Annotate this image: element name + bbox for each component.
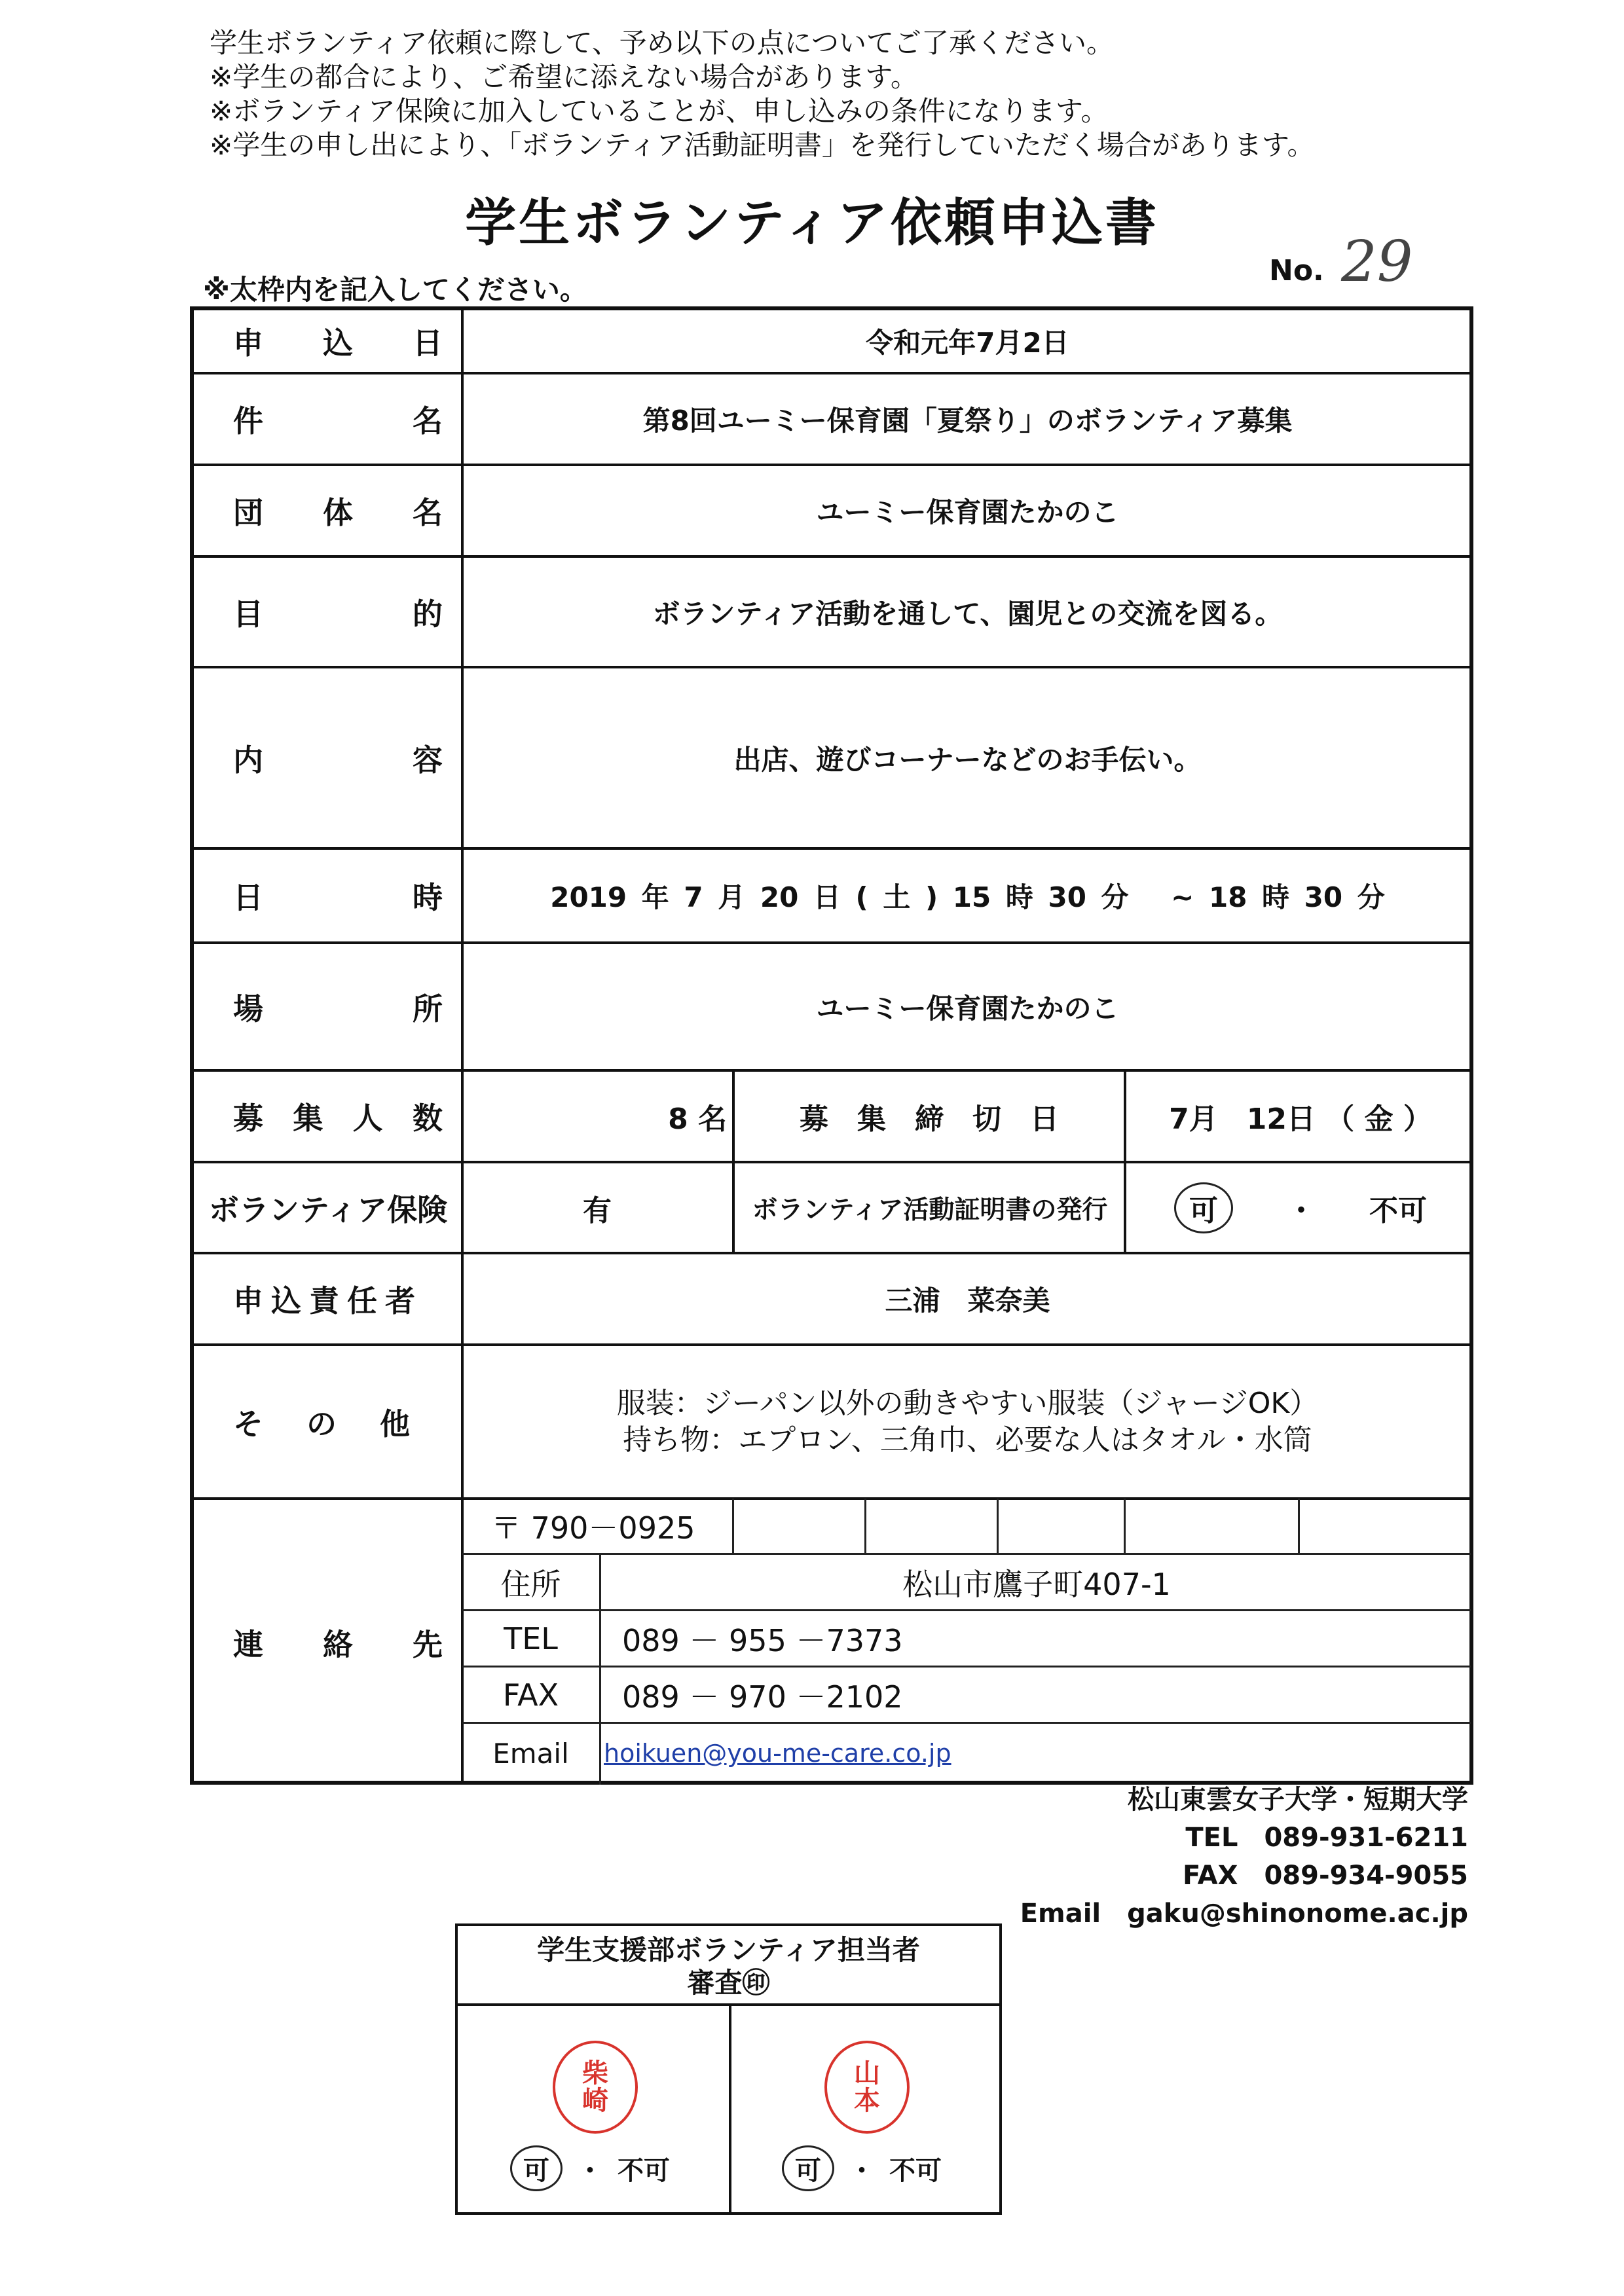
content-value: 出店、遊びコーナーなどのお手伝い。 bbox=[733, 743, 1202, 776]
contact-divider bbox=[462, 1609, 1471, 1611]
postal-box-divider bbox=[1298, 1499, 1300, 1554]
seal-stamp: 柴 崎 bbox=[553, 2041, 638, 2134]
review-ok-circled: 可 bbox=[510, 2145, 563, 2191]
postal-code: 〒 790－0925 bbox=[491, 1510, 695, 1546]
column-divider bbox=[1124, 1069, 1126, 1252]
certificate-ng: 不可 bbox=[1369, 1194, 1427, 1228]
form-title: 学生ボランティア依頼申込書 bbox=[465, 194, 1159, 253]
note-line: 学生ボランティア依頼に際して、予め以下の点についてご了承ください。 bbox=[210, 27, 1114, 59]
label-application-date: 申 込 日 bbox=[233, 325, 443, 361]
label-subject: 件 名 bbox=[233, 403, 443, 439]
label-contact: 連 絡 先 bbox=[233, 1626, 443, 1662]
tel-value: 089 － 955 －7373 bbox=[622, 1622, 903, 1658]
review-divider bbox=[729, 2005, 731, 2215]
seal-stamp: 山 本 bbox=[824, 2041, 910, 2134]
recruit-count: 8 名 bbox=[668, 1102, 727, 1136]
review-result-2: 可 ・ 不可 bbox=[782, 2145, 942, 2191]
notes bbox=[210, 26, 1314, 162]
column-divider bbox=[732, 1069, 735, 1252]
note-line: ※学生の申し出により、「ボランティア活動証明書」を発行していただく場合があります。 bbox=[210, 129, 1315, 161]
university-email: Email gaku@shinonome.ac.jp bbox=[1020, 1899, 1468, 1929]
postal-box-divider bbox=[732, 1499, 734, 1554]
label-organization: 団 体 名 bbox=[233, 495, 443, 530]
belongings: 持ち物：エプロン、三角巾、必要な人はタオル・水筒 bbox=[623, 1423, 1312, 1457]
label-address: 住所 bbox=[500, 1566, 561, 1602]
university-fax: FAX 089-934-9055 bbox=[1182, 1861, 1468, 1891]
deadline-value: 7月 12日 （ 金 ） bbox=[1169, 1102, 1432, 1136]
label-recruit-count: 募 集 人 数 bbox=[233, 1101, 443, 1136]
instruction: ※太枠内を記入してください。 bbox=[203, 274, 587, 306]
label-email: Email bbox=[492, 1737, 569, 1770]
postal-box-divider bbox=[997, 1499, 999, 1554]
contact-divider bbox=[462, 1666, 1471, 1667]
application-date: 令和元年7月2日 bbox=[866, 327, 1069, 359]
label-insurance: ボランティア保険 bbox=[208, 1192, 448, 1228]
review-box bbox=[455, 1923, 1002, 2215]
insurance-value: 有 bbox=[583, 1194, 612, 1228]
other-value bbox=[465, 1346, 1470, 1497]
separator-dot: ・ bbox=[1287, 1194, 1316, 1228]
label-other: そ の 他 bbox=[233, 1406, 410, 1442]
postal-box-divider bbox=[1124, 1499, 1126, 1554]
subject-value: 第8回ユーミー保育園「夏祭り」のボランティア募集 bbox=[642, 405, 1293, 437]
label-content: 内 容 bbox=[233, 742, 443, 778]
university-tel: TEL 089-931-6211 bbox=[1185, 1823, 1468, 1853]
certificate-options bbox=[1128, 1163, 1473, 1252]
fax-value: 089 － 970 －2102 bbox=[622, 1679, 903, 1715]
purpose-value: ボランティア活動を通して、園児との交流を図る。 bbox=[652, 597, 1283, 630]
label-manager: 申込責任者 bbox=[233, 1283, 423, 1319]
organization-value: ユーミー保育園たかのこ bbox=[816, 496, 1119, 528]
manager-value: 三浦 菜奈美 bbox=[885, 1285, 1050, 1317]
label-tel: TEL bbox=[504, 1620, 558, 1656]
label-datetime: 日 時 bbox=[233, 880, 443, 915]
place-value: ユーミー保育園たかのこ bbox=[816, 992, 1119, 1025]
label-fax: FAX bbox=[502, 1677, 559, 1713]
university-name: 松山東雲女子大学・短期大学 bbox=[1128, 1785, 1468, 1815]
certificate-ok-circled: 可 bbox=[1174, 1182, 1233, 1233]
review-ok-circled: 可 bbox=[782, 2145, 834, 2191]
label-deadline: 募 集 締 切 日 bbox=[800, 1102, 1059, 1136]
note-line: ※学生の都合により、ご希望に添えない場合があります。 bbox=[210, 61, 918, 93]
dress-code: 服装：ジーパン以外の動きやすい服装（ジャージOK） bbox=[616, 1386, 1319, 1420]
datetime-value: 2019 年 7 月 20 日 ( 土 ) 15 時 30 分 ~ 18 時 30 分 bbox=[550, 881, 1385, 913]
number-label: No. bbox=[1269, 254, 1324, 287]
number-value: 29 bbox=[1341, 229, 1413, 295]
label-place: 場 所 bbox=[233, 991, 443, 1027]
university-contact bbox=[1020, 1781, 1468, 1933]
review-result-1: 可 ・ 不可 bbox=[510, 2145, 670, 2191]
label-purpose: 目 的 bbox=[233, 596, 443, 632]
note-line: ※ボランティア保険に加入していることが、申し込みの条件になります。 bbox=[210, 95, 1109, 127]
postal-box-divider bbox=[864, 1499, 866, 1554]
address-value: 松山市鷹子町407-1 bbox=[902, 1566, 1171, 1602]
review-header: 学生支援部ボランティア担当者 審査㊞ bbox=[458, 1926, 999, 2006]
email-link[interactable]: hoikuen@you-me-care.co.jp bbox=[604, 1739, 951, 1768]
label-certificate: ボランティア活動証明書の発行 bbox=[752, 1195, 1108, 1225]
